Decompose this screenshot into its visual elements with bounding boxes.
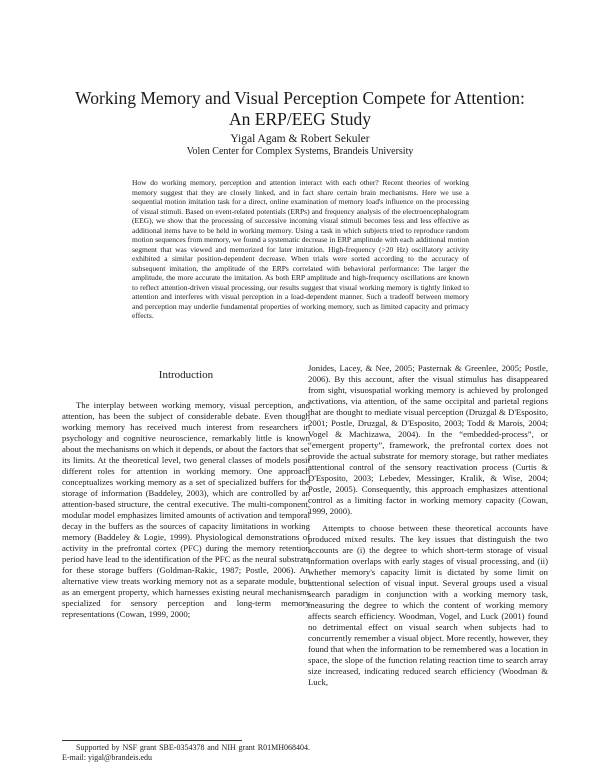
intro-paragraph-1: The interplay between working memory, visual perception, and attention, has been the subject of considerable debate. Even though working memory has received much interest from researchers in psychology and cognitive neuroscience, remarkably little is known about the mechanisms on which it depends, or about the factors that set its limits. At the theoretical level, two general classes of models posit different roles for attention in working memory. One approach conceptualizes working memory as a set of specialized buffers for the storage of information (Baddeley, 2003), which are controlled by an attention-based structure, the central executive. The multi-component, modular model emphasizes limited amounts of activation and temporal decay in the buffers as the sources of capacity limitations in working memory (Baddeley & Logie, 1999). Physiological demonstrations of activity in the prefrontal cortex (PFC) during the memory retention period have lead to the identification of the PFC as the neural substrate for these storage buffers (Goldman-Rakic, 1987; Postle, 2006). An alternative view treats working memory not as a separate module, but as an emergent property, which harnesses existing neural mechanisms specialized for sensory perception and long-term memory representations (Cowan, 1999, 2000; [62,400,310,619]
footnote-divider [62,740,242,741]
affiliation: Volen Center for Complex Systems, Brandeis University [186,146,414,157]
intro-paragraph-1-continued: Jonides, Lacey, & Nee, 2005; Pasternak & Greenlee, 2005; Postle, 2006). By this account, after the visual stimulus has disappeared from sight, visuospatial working memory is achieved by prolonged activations, via attention, of the same occipital and parietal regions that are thought to mediate visual perception (Druzgal & D'Esposito, 2001; Postle, Druzgal, & D'Esposito, 2003; Todd & Marois, 2004; Vogel & Machizawa, 2004). In the “embedded-process”, or “emergent property”, framework, the prefrontal cortex does not provide the actual substrate for memory storage, but rather mediates attentional control of the sensory reactivation process (Curtis & D'Esposito, 2003; Lebedev, Messinger, Kralik, & Wise, 2004; Postle, 2005). Consequently, this approach emphasizes attentional control as a limiting factor in working memory capacity (Cowan, 1999, 2000). [308,363,548,516]
footnote: Supported by NSF grant SBE-0354378 and NIH grant R01MH068404. E-mail: yigal@brandeis.edu [62,743,310,762]
abstract: How do working memory, perception and attention interact with each other? Recent theories of working memory suggest that they are closely linked, and in fact share certain brain mechanisms. Here we use a sequential motion imitation task for a direct, online examination of memory load's influence on the processing of visual stimuli. Based on event-related potentials (ERPs) and frequency analysis of the electroencephalogram (EEG), we show that the processing of successive incoming visual stimuli becomes less and less effective as additional items have to be held in working memory. Using a task in which subjects tried to reproduce random motion sequences from memory, we found a systematic decrease in ERP amplitude with each additional motion segment that was viewed and memorized for later imitation. High-frequency (>20 Hz) oscillatory activity exhibited a similar position-dependent decrease. When trials were sorted according to the accuracy of subsequent imitation, the amplitude of the ERPs correlated with behavioral performance: The larger the amplitude, the more accurate the imitation. As both ERP amplitude and high-frequency oscillations are known to reflect attention-driven visual processing, our results suggest that visual working memory is tightly linked to attention and interferes with visual perception in a load-dependent manner. Such a tradeoff between memory and perception may underlie fundamental properties of working memory, such as limited capacity and primacy effects. [132,178,469,320]
authors: Yigal Agam & Robert Sekuler [230,133,370,145]
paper-title [0,88,600,130]
section-heading-introduction: Introduction [158,369,214,381]
title-line-2: An ERP/EEG Study [229,109,371,129]
left-column [62,400,310,620]
title-line-1: Working Memory and Visual Perception Compete for Attention: [75,88,525,108]
intro-paragraph-2: Attempts to choose between these theoretical accounts have produced mixed results. The key issues that distinguish the two accounts are (i) the degree to which short-term storage of visual information overlaps with early stages of visual processing, and (ii) whether memory's capacity limit is dictated by some limit on attentional selection of visual input. Several groups used a visual search paradigm in conjunction with a working memory task, measuring the degree to which the content of working memory affects search efficiency. Woodman, Vogel, and Luck (2001) found no detrimental effect on visual search when subjects had to concurrently remember a visual object. More recently, however, they found that when the information to be remembered was a location in space, the slope of the function relating reaction time to search array size increased, indicating reduced search efficiency (Woodman & Luck, [308,523,548,687]
right-column [308,363,548,688]
